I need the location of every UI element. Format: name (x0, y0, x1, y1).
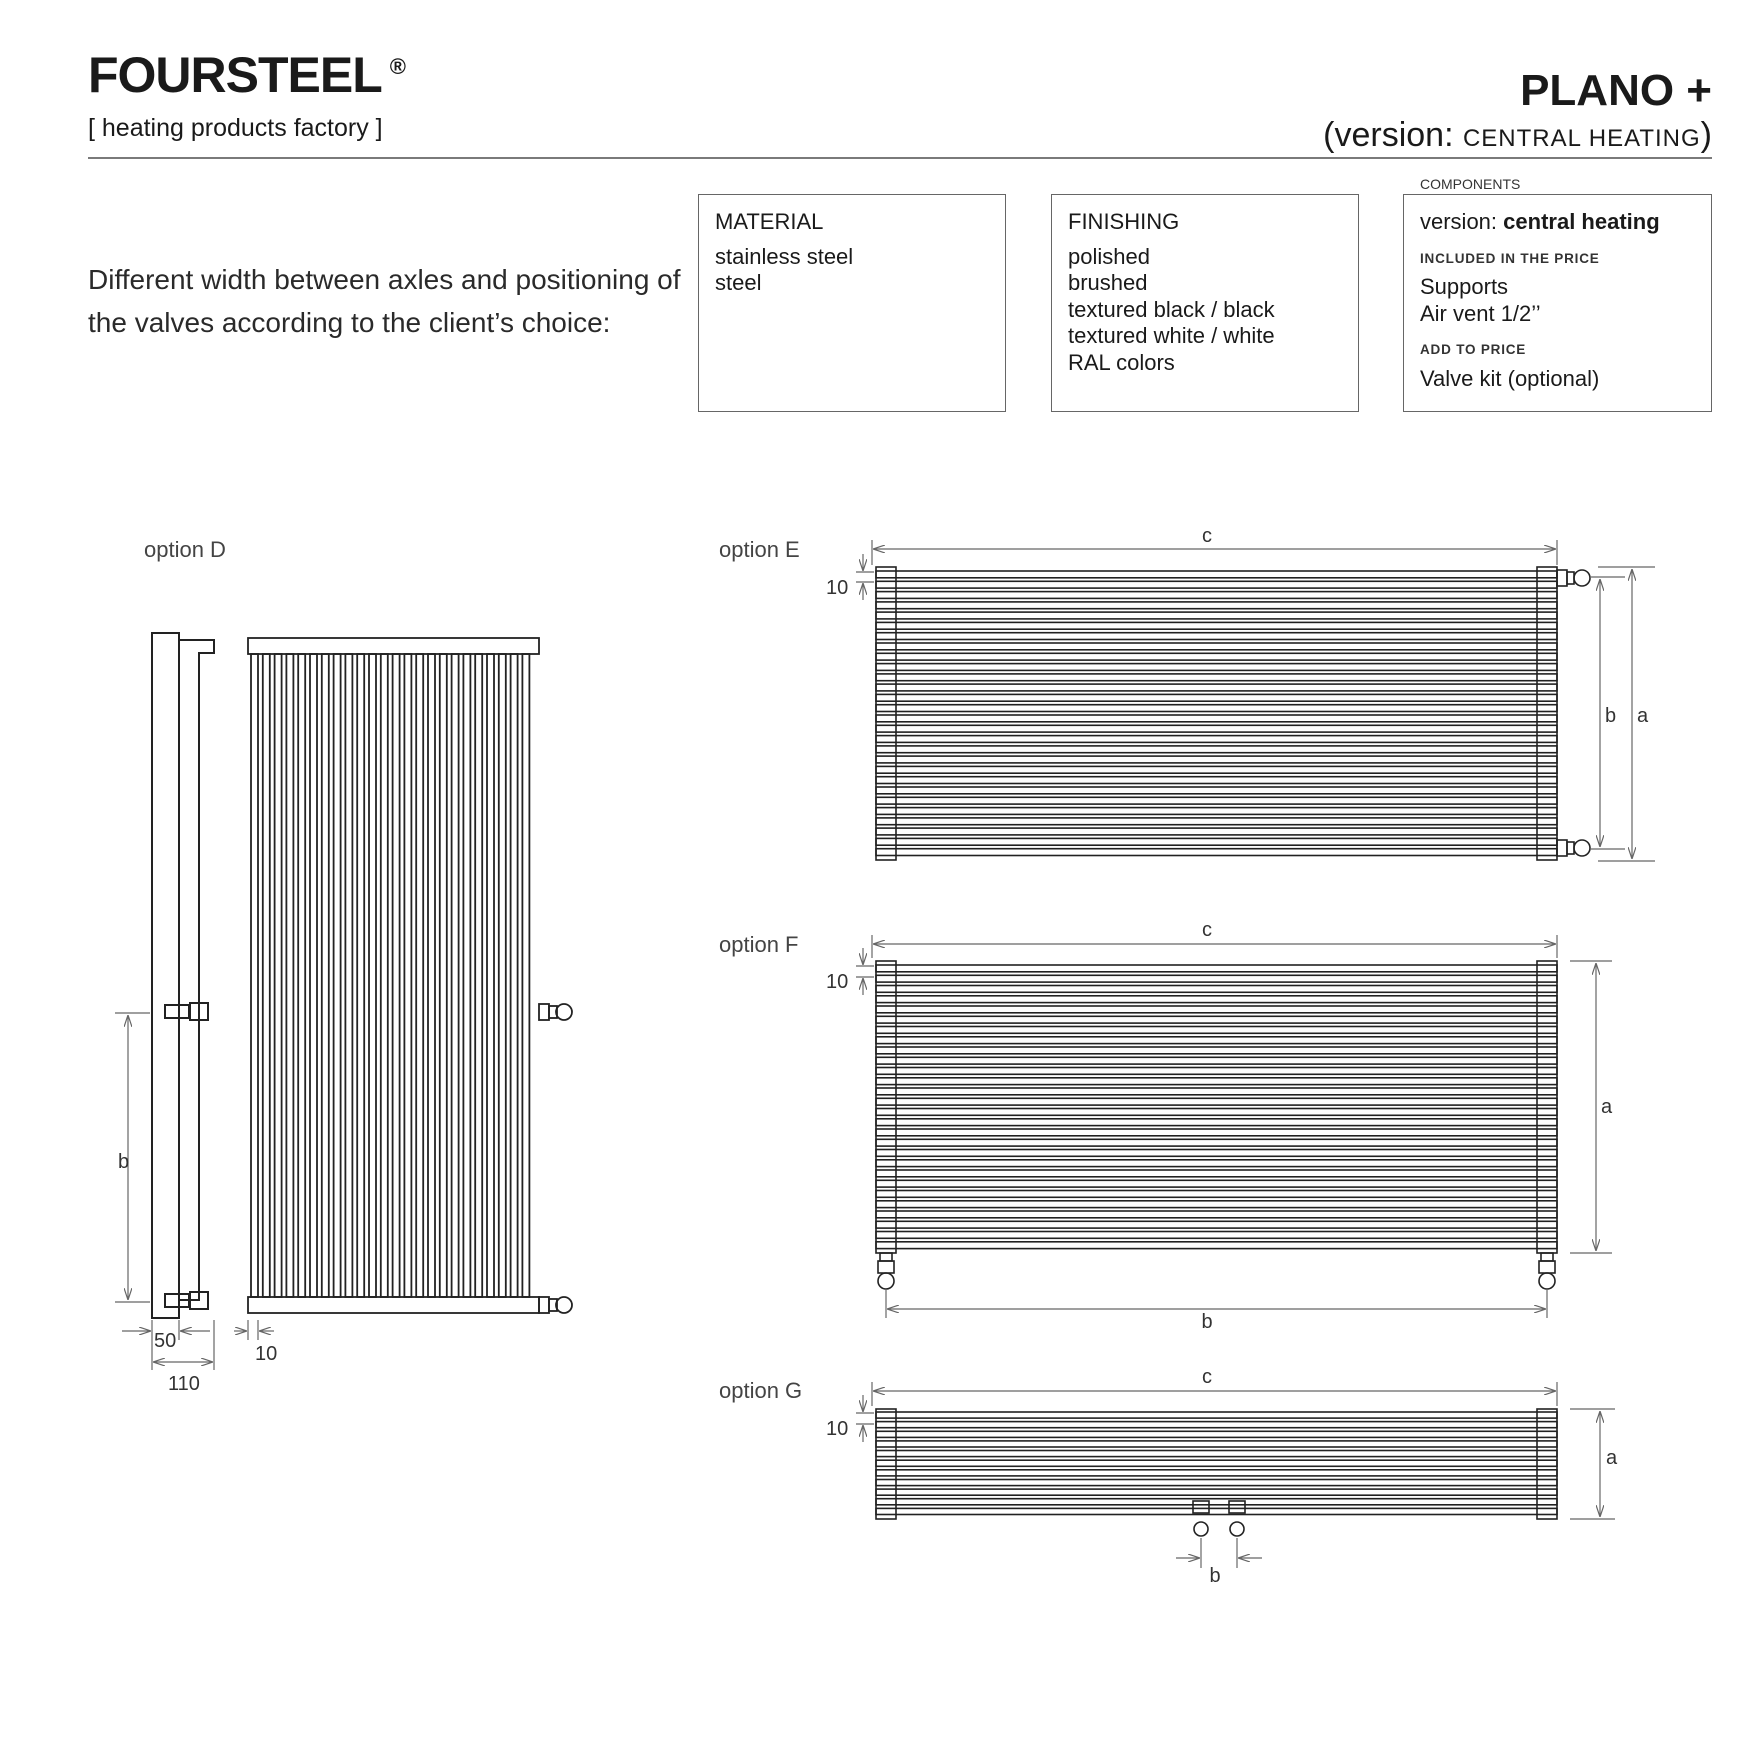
included-item: Supports (1420, 274, 1509, 299)
radiator-tube (499, 654, 506, 1297)
version-value: CENTRAL HEATING (1462, 125, 1701, 152)
radiator-tube (876, 694, 1557, 701)
radiator-tube (876, 1047, 1557, 1054)
material-title: MATERIAL (715, 209, 824, 234)
radiator-tube (876, 633, 1557, 640)
radiator-tube (263, 654, 270, 1297)
components-label: COMPONENTS (1420, 176, 1521, 192)
radiator-tube (876, 602, 1557, 609)
radiator-tube (876, 736, 1557, 743)
registered-mark: ® (389, 54, 406, 79)
radiator-tube (876, 1460, 1557, 1466)
radiator-tube (876, 1232, 1557, 1239)
radiator-tube (487, 654, 494, 1297)
radiator-tube (876, 1489, 1557, 1495)
radiator-tube (876, 1160, 1557, 1167)
radiator-tube (876, 1470, 1557, 1476)
radiator-tube (522, 654, 529, 1297)
version-suffix: ) (1700, 116, 1712, 154)
dim-c-label: c (1202, 525, 1212, 547)
radiator-tube (345, 654, 352, 1297)
radiator-tube (876, 643, 1557, 650)
radiator-tube (876, 766, 1557, 773)
radiator-tube (381, 654, 388, 1297)
add-title: ADD TO PRICE (1420, 342, 1527, 357)
intro-line-1: Different width between axles and positioning of (88, 264, 681, 295)
option-f-drawing (876, 961, 1557, 1289)
radiator-tube (876, 664, 1557, 671)
radiator-tube (876, 1078, 1557, 1085)
finishing-item: textured black / black (1068, 296, 1275, 322)
finishing-item: RAL colors (1068, 349, 1175, 375)
radiator-tube (876, 1027, 1557, 1034)
radiator-tube (876, 1422, 1557, 1428)
dim-50-label: 50 (154, 1330, 177, 1352)
radiator-tube (876, 756, 1557, 763)
radiator-tube (876, 1441, 1557, 1447)
dim-c-label: c (1202, 919, 1212, 941)
radiator-tube (876, 1211, 1557, 1218)
radiator-tube (876, 986, 1557, 993)
radiator-tube (876, 1068, 1557, 1075)
radiator-tube (876, 1191, 1557, 1198)
brand-tagline: [ heating products factory ] (88, 114, 383, 142)
radiator-tube (369, 654, 376, 1297)
radiator-tube (298, 654, 305, 1297)
radiator-tube (876, 705, 1557, 712)
option-d-side-view (152, 633, 214, 1318)
radiator-tube (876, 1221, 1557, 1228)
dim-10-label: 10 (826, 577, 849, 599)
dim-b-label: b (1201, 1311, 1213, 1333)
radiator-tube (876, 808, 1557, 815)
option-g-label: option G (719, 1378, 803, 1403)
option-d-front-view (248, 638, 572, 1313)
radiator-tube (876, 622, 1557, 629)
radiator-tube (322, 654, 329, 1297)
product-title: PLANO + (1520, 66, 1712, 115)
radiator-tube (876, 674, 1557, 681)
dim-10-label: 10 (826, 971, 849, 993)
option-e-drawing (876, 567, 1590, 860)
radiator-tube (286, 654, 293, 1297)
material-item: stainless steel (715, 243, 854, 269)
components-version-value: central heating (1503, 209, 1660, 234)
finishing-title: FINISHING (1068, 209, 1180, 234)
radiator-tube (876, 725, 1557, 732)
radiator-tube (876, 1109, 1557, 1116)
radiator-tube (876, 1139, 1557, 1146)
radiator-tube (404, 654, 411, 1297)
radiator-tube (876, 1016, 1557, 1023)
radiator-tube (876, 1088, 1557, 1095)
radiator-tube (876, 965, 1557, 972)
radiator-tube (876, 818, 1557, 825)
option-g-dimensions (856, 1382, 1615, 1568)
radiator-tube (876, 1508, 1557, 1514)
radiator-tube (876, 715, 1557, 722)
radiator-tube (876, 1006, 1557, 1013)
radiator-tube (876, 1180, 1557, 1187)
radiator-tube (876, 849, 1557, 856)
option-f-label: option F (719, 932, 799, 957)
radiator-tube (876, 746, 1557, 753)
components-version-prefix: version: (1420, 209, 1504, 234)
radiator-tube (393, 654, 400, 1297)
radiator-tube (876, 975, 1557, 982)
option-d-label: option D (144, 537, 226, 562)
radiator-tube (416, 654, 423, 1297)
radiator-tube (876, 571, 1557, 578)
dim-a-label: a (1601, 1096, 1613, 1118)
radiator-tube (334, 654, 341, 1297)
radiator-tube (876, 612, 1557, 619)
radiator-tube (357, 654, 364, 1297)
intro-line-2: the valves according to the client’s choice: (88, 307, 611, 338)
dim-b-label: b (118, 1151, 130, 1173)
radiator-tube (428, 654, 435, 1297)
radiator-tube (876, 1150, 1557, 1157)
brand-name: FOURSTEEL (88, 47, 382, 103)
radiator-tube (876, 1201, 1557, 1208)
radiator-tube (876, 828, 1557, 835)
radiator-tube (876, 777, 1557, 784)
radiator-tube (475, 654, 482, 1297)
finishing-item: brushed (1068, 270, 1148, 295)
finishing-item: polished (1068, 243, 1150, 269)
radiator-tube (876, 1242, 1557, 1249)
dim-10-label: 10 (826, 1418, 849, 1440)
dim-a-label: a (1637, 705, 1649, 727)
option-e-label: option E (719, 537, 800, 562)
radiator-tube (876, 1480, 1557, 1486)
radiator-tube (876, 1119, 1557, 1126)
dim-a-label: a (1606, 1447, 1618, 1469)
finishing-item: textured white / white (1068, 323, 1275, 348)
radiator-tube (876, 1412, 1557, 1418)
radiator-tube (876, 1170, 1557, 1177)
radiator-tube (275, 654, 282, 1297)
radiator-tube (876, 1098, 1557, 1105)
radiator-tube (511, 654, 518, 1297)
radiator-tube (876, 1057, 1557, 1064)
radiator-tube (876, 592, 1557, 599)
radiator-tube (876, 684, 1557, 691)
radiator-tube (876, 653, 1557, 660)
included-title: INCLUDED IN THE PRICE (1420, 250, 1600, 266)
add-item: Valve kit (optional) (1420, 365, 1600, 391)
radiator-tube (251, 654, 258, 1297)
radiator-tube (876, 1037, 1557, 1044)
radiator-tube (876, 797, 1557, 804)
material-item: steel (715, 270, 762, 295)
radiator-tube (876, 787, 1557, 794)
dim-c-label: c (1202, 1366, 1212, 1388)
option-g-drawing (876, 1409, 1557, 1536)
included-item: Air vent 1/2’’ (1420, 300, 1541, 326)
radiator-tube (876, 1129, 1557, 1136)
radiator-tube (876, 1431, 1557, 1437)
version-prefix: (version: (1323, 116, 1463, 154)
radiator-tube (876, 838, 1557, 845)
radiator-tube (440, 654, 447, 1297)
dim-10-label: 10 (255, 1343, 278, 1365)
radiator-tube (463, 654, 470, 1297)
radiator-tube (310, 654, 317, 1297)
radiator-tube (452, 654, 459, 1297)
dim-110-label: 110 (168, 1373, 200, 1395)
radiator-tube (876, 1451, 1557, 1457)
dim-b-label: b (1605, 705, 1617, 727)
radiator-tube (876, 1499, 1557, 1505)
radiator-tube (876, 996, 1557, 1003)
radiator-tube (876, 581, 1557, 588)
dim-b-label: b (1209, 1565, 1221, 1587)
